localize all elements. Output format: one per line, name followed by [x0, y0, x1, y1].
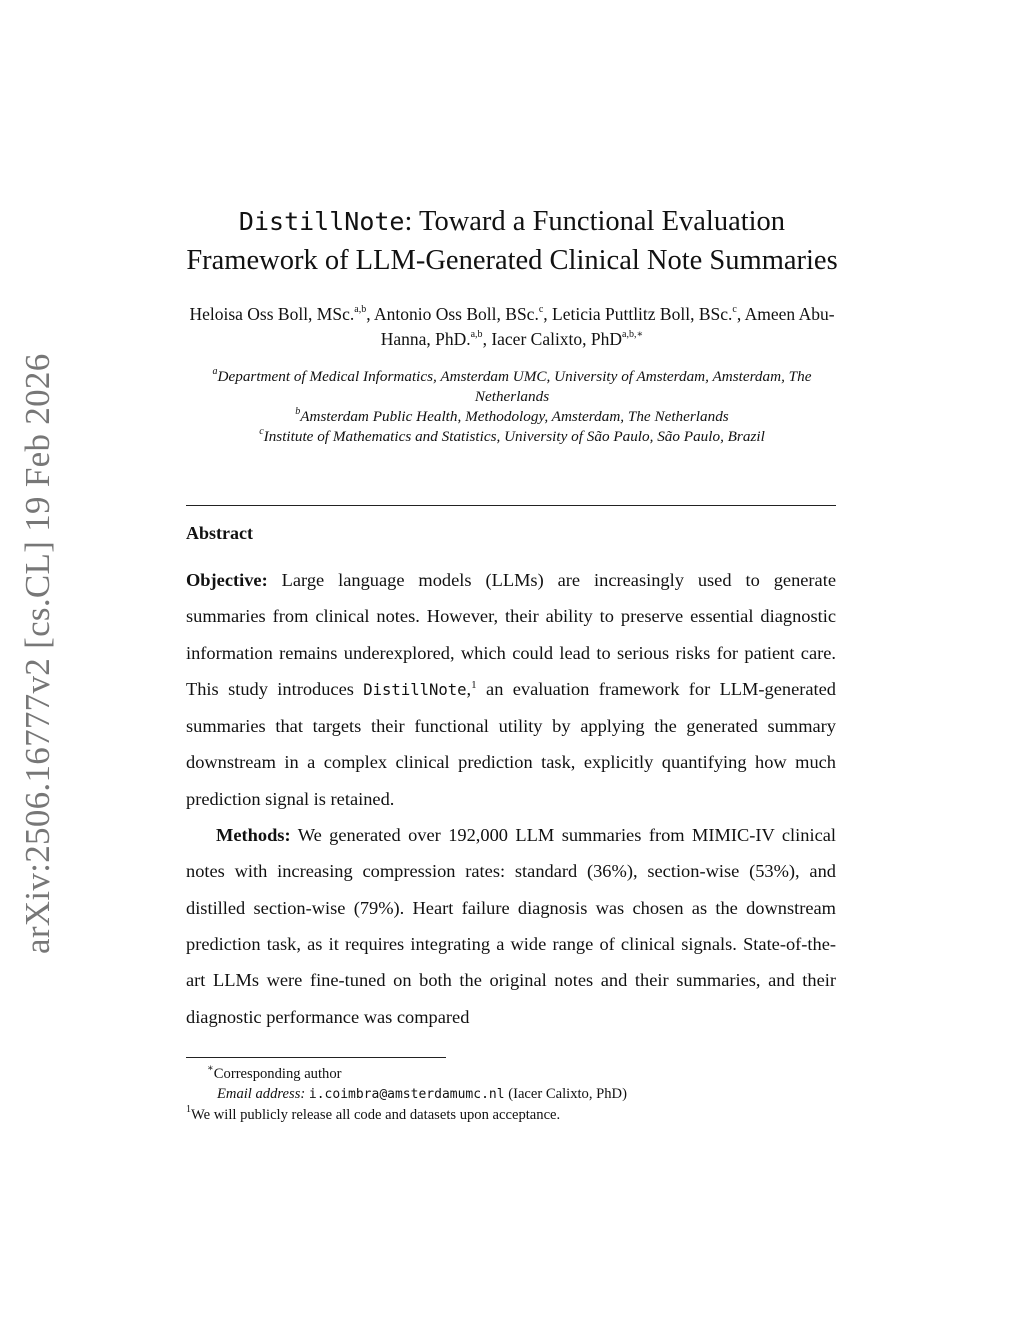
header-divider	[186, 505, 836, 506]
author: Leticia Puttlitz Boll, BSc.$^c$,	[552, 304, 745, 324]
methods-label: Methods:	[216, 825, 291, 846]
footnote-ref: 1	[471, 678, 477, 691]
author: Ameen Abu-Hanna, PhD.$^{a,b}$,	[380, 304, 835, 349]
affiliation: $^c$Institute of Mathematics and Statistics, University of São Paulo, São Paulo, Brazil	[259, 425, 765, 445]
affiliation-list	[186, 367, 838, 447]
objective-paragraph: Objective: Large language models (LLMs) are increasingly used to generate summaries from clinical notes. However, their ability to preserve essential diagnostic information remains underexplored, which could lead to serious risks for patient care. This study introduces DistillNote,$^1$ an evaluation framework for LLM-generated summaries that targets their functional utility by applying the generated summary downstream in a complex clinical prediction task, explicitly quantifying how much prediction signal is retained.	[186, 570, 836, 809]
footnotes	[186, 1064, 836, 1125]
affiliation: $^b$Amsterdam Public Health, Methodology, Amsterdam, The Netherlands	[295, 405, 729, 425]
footnote-1: $^1$We will publicly release all code and datasets upon acceptance.	[186, 1104, 561, 1123]
framework-name-inline: DistillNote	[363, 680, 467, 699]
author: Iacer Calixto, PhD$^{a,b,∗}$	[491, 329, 644, 349]
objective-label: Objective:	[186, 570, 268, 590]
footnote-divider	[186, 1057, 446, 1058]
abstract-body	[186, 562, 836, 1035]
abstract-heading: Abstract	[186, 523, 253, 543]
affiliation: $^a$Department of Medical Informatics, Amsterdam UMC, University of Amsterdam, Amsterdam, The Netherlands	[212, 365, 812, 405]
title-line-1-rest: : Toward a Functional Evaluation	[404, 206, 786, 237]
framework-name: DistillNote	[238, 207, 405, 236]
author: Antonio Oss Boll, BSc.$^c$,	[374, 304, 553, 324]
title-line-2: Framework of LLM-Generated Clinical Note Summaries	[186, 245, 838, 276]
corresponding-author-note: ∗Corresponding author	[207, 1063, 342, 1082]
email-address: i.coimbra@amsterdamumc.nl	[308, 1087, 505, 1102]
author: Heloisa Oss Boll, MSc.$^{a,b}$,	[189, 304, 374, 324]
methods-paragraph: Methods: We generated over 192,000 LLM summaries from MIMIC-IV clinical notes with increasing compression rates: standard (36%), section-wise (53%), and distilled section-wise (79%). Heart failure diagnosis was chosen as the downstream prediction task, as it requires integrating a wide range of clinical signals. State-of-the-art LLMs were fine-tuned on both the original notes and their summaries, and their diagnostic performance was compared	[186, 825, 836, 1027]
email-note: Email address: i.coimbra@amsterdamumc.nl (Iacer Calixto, PhD)	[217, 1086, 627, 1102]
author-list	[186, 302, 838, 352]
arxiv-identifier-stamp: arXiv:2506.16777v2 [cs.CL] 19 Feb 2026	[18, 353, 57, 954]
paper-title	[150, 202, 874, 280]
